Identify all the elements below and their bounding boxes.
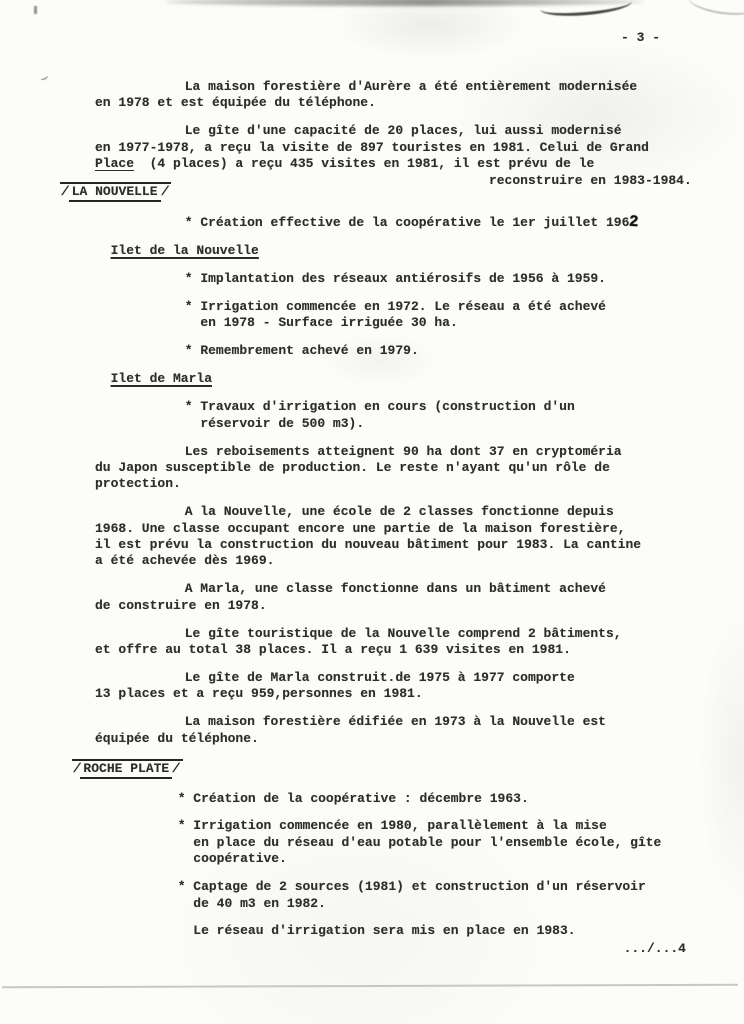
text-line (95, 156, 715, 172)
text-segment: Travaux d'irrigation en cours (construction d'un (200, 399, 575, 415)
text-line (95, 731, 715, 747)
text-segment: en 1978 - Surface irriguée 30 ha. (200, 315, 458, 331)
paragraph (95, 581, 715, 614)
paragraph (95, 626, 715, 659)
scan-paper-edge (2, 984, 738, 989)
bullet-item (95, 791, 715, 807)
text-segment: Irrigation commencée en 1972. Le réseau a été achevé (200, 299, 606, 315)
text-line (193, 851, 715, 867)
text-segment: protection. (95, 476, 181, 492)
bullet-marker: * (184, 271, 201, 287)
bullet-marker: * (184, 343, 201, 359)
text-line (178, 879, 715, 895)
scan-artifact (687, 0, 744, 19)
text-line (185, 626, 715, 642)
text-segment: de 40 m3 en 1982. (193, 895, 326, 911)
paragraph (95, 123, 715, 189)
text-segment: Création de la coopérative : décembre 1963. (193, 790, 529, 806)
paragraph (95, 714, 715, 747)
text-line (185, 343, 715, 359)
text-line (178, 818, 715, 834)
text-segment: Le gîte de Marla construit.de 1975 à 1977 comporte (184, 669, 575, 685)
text-segment: Remembrement achevé en 1979. (200, 343, 419, 359)
text-segment: et offre au total 38 places. Il a reçu 1 639 visites en 1981. (95, 642, 571, 658)
text-segment: 13 places et a reçu 959,personnes en 1981. (95, 686, 423, 702)
text-line (95, 140, 715, 156)
page-number: - 3 - (620, 30, 660, 45)
bullet-marker: * (184, 215, 201, 231)
paragraph (95, 444, 715, 493)
text-line (95, 460, 715, 476)
text-line (185, 79, 715, 95)
text-segment: La maison forestière d'Aurère a été entièrement modernisée (184, 79, 638, 94)
text-line (95, 553, 715, 569)
section-label-box (60, 182, 171, 202)
text-line (185, 214, 715, 231)
text-segment: équipée du téléphone. (95, 730, 259, 746)
paragraph (95, 79, 715, 112)
bullet-marker: * (177, 790, 194, 806)
text-segment: A la Nouvelle, une école de 2 classes fonctionne depuis (184, 504, 614, 520)
text-segment: (4 places) a reçu 435 visites en 1981, il est prévu de le (134, 156, 595, 172)
bullet-marker: * (177, 818, 194, 834)
text-segment: Le gîte d'une capacité de 20 places, lui aussi modernisé (184, 123, 622, 139)
text-line (193, 835, 715, 851)
text-line (200, 416, 715, 432)
text-line (185, 123, 715, 139)
text-segment: Le réseau d'irrigation sera mis en place en 1983. (193, 923, 576, 939)
section-label-text: ROCHE PLATE (80, 761, 172, 779)
text-segment: de construire en 1978. (95, 597, 267, 613)
bullet-item (95, 271, 715, 287)
bullet-marker: * (184, 399, 201, 415)
text-line (95, 521, 715, 537)
text-segment: 1968. Une classe occupant encore une partie de la maison forestière, (95, 520, 626, 536)
section-label (72, 759, 715, 779)
label-slash: / (159, 184, 170, 200)
text-segment: 2 (628, 213, 639, 232)
paragraph (95, 670, 715, 703)
text-line (95, 598, 715, 614)
text-line (185, 581, 715, 597)
text-line (185, 444, 715, 460)
text-segment: Implantation des réseaux antiérosifs de 1956 à 1959. (200, 271, 606, 287)
section-label-text: LA NOUVELLE (69, 184, 161, 202)
continuation-mark: .../...4 (623, 941, 686, 956)
text-segment: il est prévu la construction du nouveau bâtiment pour 1983. La cantine (95, 537, 642, 553)
text-line (178, 791, 715, 807)
bullet-item (95, 343, 715, 359)
label-slash: / (59, 184, 70, 200)
text-line (185, 504, 715, 520)
scan-speck (39, 73, 49, 82)
paragraph (95, 923, 715, 939)
scan-speck (34, 6, 37, 14)
text-segment: Place (95, 156, 135, 172)
section-label-box (72, 759, 183, 779)
text-segment: a été achevée dès 1969. (95, 553, 275, 569)
bullet-item (95, 299, 715, 332)
bullet-item (95, 399, 715, 432)
text-line (95, 95, 715, 111)
text-segment: A Marla, une classe fonctionne dans un bâtiment achevé (184, 581, 606, 597)
text-line (489, 173, 715, 189)
text-segment: du Japon susceptible de production. Le reste n'ayant qu'un rôle de (95, 459, 610, 475)
text-segment: Création effective de la coopérative le 1er juillet 196 (200, 215, 630, 231)
text-line (95, 686, 715, 702)
text-segment: en 1977-1978, a reçu la visite de 897 touristes en 1981. Celui de Grand (95, 139, 649, 155)
text-line (200, 315, 715, 331)
bullet-marker: * (184, 299, 201, 315)
text-line (95, 642, 715, 658)
subsection-heading-text: Ilet de Marla (110, 371, 213, 387)
paragraph (95, 504, 715, 570)
text-segment: en 1978 et est équipée du téléphone. (95, 95, 376, 111)
text-segment: réservoir de 500 m3). (200, 415, 365, 431)
scan-scribble (539, 0, 632, 19)
text-segment: La maison forestière édifiée en 1973 à la Nouvelle est (184, 714, 606, 730)
text-segment: Les reboisements atteignent 90 ha dont 37 en cryptoméria (184, 443, 622, 459)
document-body (59, 79, 715, 951)
subsection-heading (111, 371, 715, 387)
text-segment: reconstruire en 1983-1984. (488, 172, 692, 188)
text-segment: Irrigation commencée en 1980, parallèlement à la mise (193, 818, 607, 834)
text-line (185, 271, 715, 287)
text-line (193, 923, 715, 939)
subsection-heading (111, 243, 715, 259)
text-segment: coopérative. (193, 851, 287, 867)
subsection-heading-text: Ilet de la Nouvelle (110, 243, 259, 259)
bullet-item (95, 818, 715, 867)
bullet-item (95, 879, 715, 912)
text-segment: Le gîte touristique de la Nouvelle comprend 2 bâtiments, (184, 625, 622, 641)
bullet-marker: * (177, 879, 194, 895)
bullet-item (95, 214, 715, 231)
text-line (185, 714, 715, 730)
text-line (193, 896, 715, 912)
text-line (185, 399, 715, 415)
label-slash: / (171, 760, 182, 776)
text-line (95, 476, 715, 492)
text-segment: en place du réseau d'eau potable pour l'ensemble école, gîte (193, 834, 662, 850)
text-line (95, 537, 715, 553)
text-line (185, 299, 715, 315)
label-slash: / (71, 760, 82, 776)
text-segment: Captage de 2 sources (1981) et construction d'un réservoir (193, 879, 646, 895)
text-line (185, 670, 715, 686)
